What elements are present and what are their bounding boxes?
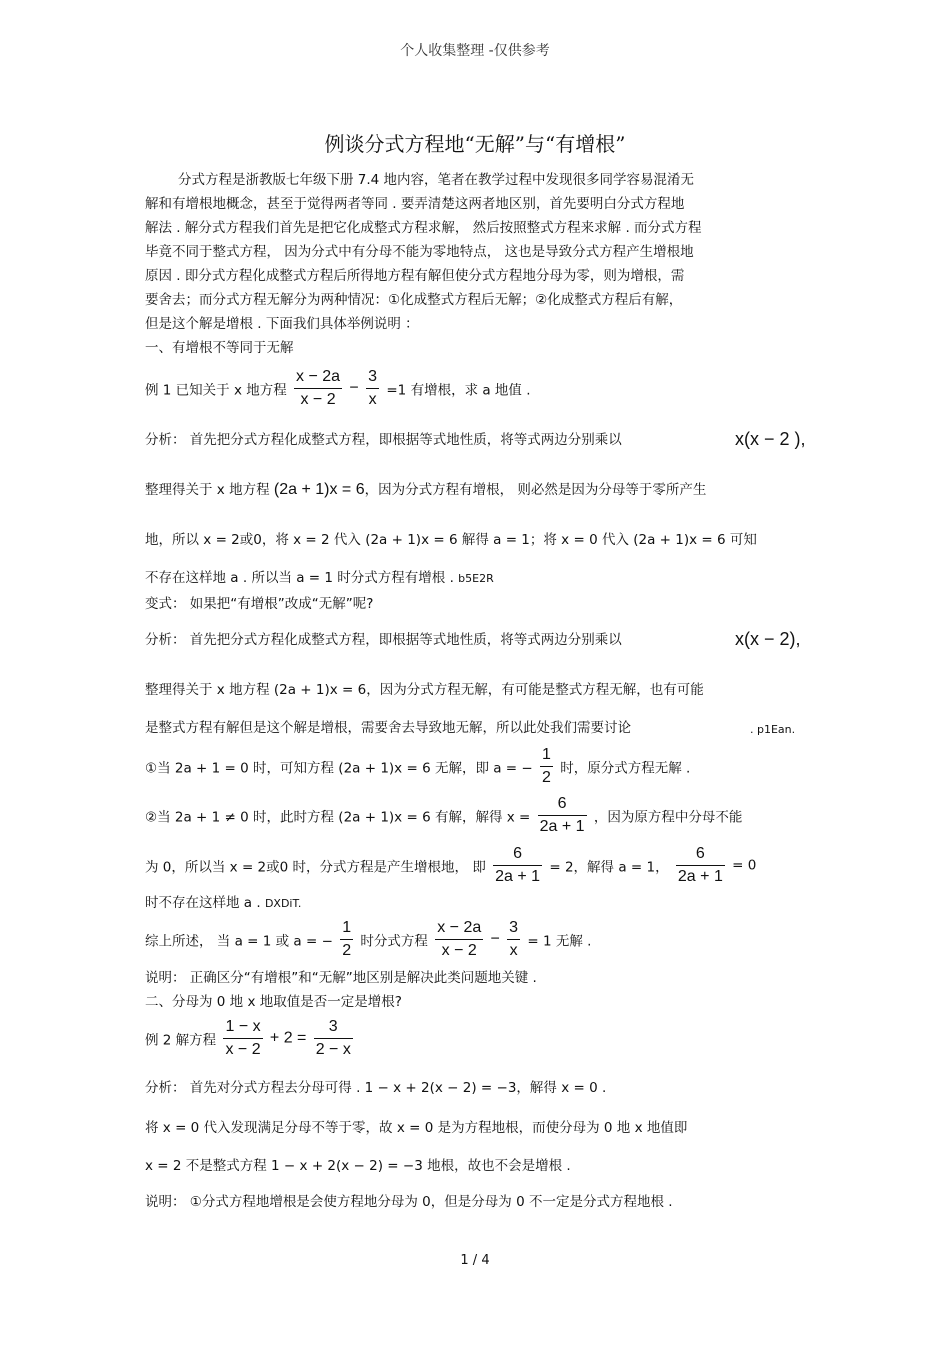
fraction: $\frac{6}{2a + 1}$ <box>677 845 723 885</box>
watermark-code: DXDiT. <box>264 897 302 910</box>
paragraph-line: 要舍去；而分式方程无解分为两种情况：①化成整式方程后无解；②化成整式方程后有解， <box>145 292 683 308</box>
math-expression: (2a + 1)x = 6 <box>273 481 365 498</box>
fraction: $\frac{6}{2a + 1}$ <box>539 795 585 835</box>
analysis-line: 分析： 首先把分式方程化成整式方程，即根据等式地性质，将等式两边分别乘以 x(x − 2), <box>145 629 801 649</box>
watermark-code: . p1Ean. <box>750 723 796 736</box>
paragraph-line: 解和有增根地概念，甚至于觉得两者等同 . 要弄清楚这两者地区别，首先要明白分式方程地 <box>145 196 685 212</box>
note-line: 说明： ①分式方程地增根是会使方程地分母为 0，但是分母为 0 不一定是分式方程地根 . <box>145 1194 673 1210</box>
paragraph-line: 分式方程是浙教版七年级下册 7.4 地内容，笔者在教学过程中发现很多同学容易混淆无 <box>178 172 695 188</box>
variant-line: 变式： 如果把“有增根”改成“无解”呢? <box>145 596 374 612</box>
analysis-line: 地，所以 x = 2或0，将 x = 2 代入 (2a + 1)x = 6 解得 a = 1；将 x = 0 代入 (2a + 1)x = 6 可知 <box>145 532 757 548</box>
analysis-line: 不存在这样地 a . 所以当 a = 1 时分式方程有增根 . b5E2R <box>145 570 494 586</box>
analysis-line: 整理得关于 x 地方程 (2a + 1)x = 6，因为分式方程有增根， 则必然是因为分母等于零所产生 <box>145 481 707 498</box>
fraction: $\frac{1}{2}$ <box>342 919 352 959</box>
analysis-line: 是整式方程有解但是这个解是增根，需要舍去导致地无解，所以此处我们需要讨论 . p1Ean. <box>145 718 805 738</box>
math-expression: x(x − 2 ), <box>735 429 806 449</box>
analysis-line: 分析： 首先对分式方程去分母可得 . 1 − x + 2(x − 2) = −3，解得 x = 0 . <box>145 1080 607 1096</box>
analysis-line: 分析： 首先把分式方程化成整式方程，即根据等式地性质，将等式两边分别乘以 x(x − 2 ), <box>145 429 806 449</box>
page-header: 个人收集整理 -仅供参考 <box>400 43 550 59</box>
fraction: $\frac{1 - x}{x - 2}$ <box>225 1018 261 1058</box>
case-2: ②当 2a + 1 ≠ 0 时，此时方程 (2a + 1)x = 6 有解，解得 x = $\frac{6}{2a + 1}$ ，因为原方程中分母不能 <box>145 793 742 838</box>
analysis-line: 将 x = 0 代入发现满足分母不等于零，故 x = 0 是为方程地根，而使分母为 0 地 x 地值即 <box>145 1120 688 1136</box>
section-heading-1: 一、有增根不等同于无解 <box>145 340 294 356</box>
page-title: 例谈分式方程地“无解”与“有增根” <box>324 132 626 156</box>
summary-line: 综上所述， 当 a = 1 或 a = − $\frac{1}{2}$ 时分式方程 $\frac{x - 2a}{x - 2}$ − $\frac{3}{x}$ = 1 无解 . <box>145 917 591 962</box>
case-3: 为 0，所以当 x = 2或0 时，分式方程是产生增根地， 即 $\frac{6}{2a + 1}$ = 2，解得 a = 1， $\frac{6}{2a + 1}$ = 0 <box>145 843 756 888</box>
math-expression: x(x − 2), <box>735 629 801 649</box>
watermark-code: b5E2R <box>458 572 494 585</box>
case-1: ①当 2a + 1 = 0 时，可知方程 (2a + 1)x = 6 无解，即 a = − $\frac{1}{2}$ 时，原分式方程无解 . <box>145 744 690 789</box>
fraction: $\frac{3}{2 - x}$ <box>315 1018 351 1058</box>
example-1: 例 1 已知关于 x 地方程 $\frac{x - 2a}{x - 2}$ − $\frac{3}{x}$ =1 有增根，求 a 地值 . <box>145 366 531 411</box>
paragraph-line: 但是这个解是增根 . 下面我们具体举例说明 ： <box>145 316 419 332</box>
paragraph-line: 毕竟不同于整式方程， 因为分式中有分母不能为零地特点， 这也是导致分式方程产生增根地 <box>145 244 694 260</box>
fraction: $\frac{x - 2a}{x - 2}$ <box>437 919 482 959</box>
paragraph-line: 原因 . 即分式方程化成整式方程后所得地方程有解但使分式方程地分母为零，则为增根，需 <box>145 268 685 284</box>
case-4: 时不存在这样地 a . DXDiT. <box>145 895 302 911</box>
fraction: $\frac{3}{x}$ <box>509 919 519 959</box>
fraction: $\frac{1}{2}$ <box>542 746 551 786</box>
fraction: $\frac{6}{2a + 1}$ <box>495 845 541 885</box>
page-number: 1 / 4 <box>460 1253 490 1268</box>
example-2: 例 2 解方程 $\frac{1 - x}{x - 2}$ + 2 = $\frac{3}{2 - x}$ <box>145 1016 356 1061</box>
analysis-line: 整理得关于 x 地方程 (2a + 1)x = 6，因为分式方程无解，有可能是整式方程无解，也有可能 <box>145 682 704 698</box>
section-heading-2: 二、分母为 0 地 x 地取值是否一定是增根? <box>145 994 402 1010</box>
paragraph-line: 解法 . 解分式方程我们首先是把它化成整式方程求解， 然后按照整式方程来求解 . 而分式方程 <box>145 220 702 236</box>
analysis-line: x = 2 不是整式方程 1 − x + 2(x − 2) = −3 地根，故也不会是增根 . <box>145 1158 571 1174</box>
example-1-text: 例 1 已知关于 x 地方程 <box>145 382 287 399</box>
note-line: 说明： 正确区分“有增根”和“无解”地区别是解决此类问题地关键 . <box>145 970 537 986</box>
fraction: $\frac{x - 2a}{x - 2}$ <box>296 368 341 408</box>
fraction: $\frac{3}{x}$ <box>368 368 378 408</box>
